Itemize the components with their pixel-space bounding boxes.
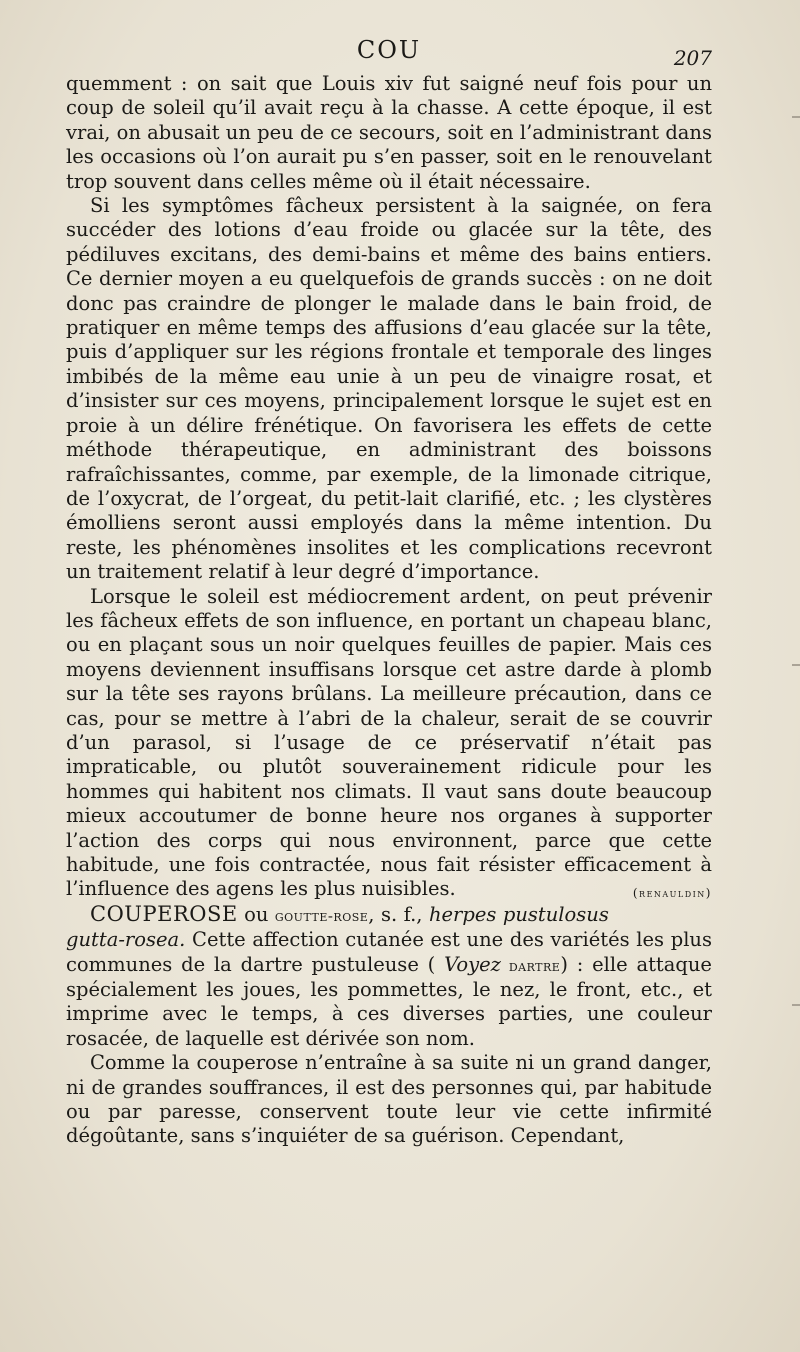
- entry-text-1: Cette affection cutanée est une des variétés les plus communes de la dartre pustuleuse (: [66, 928, 712, 976]
- entry-latin-name: herpes pustulosus gutta-rosea.: [66, 902, 609, 952]
- paragraph-final: Comme la couperose n’entraîne à sa suite ni un grand danger, ni de grandes souffrances, il est des personnes qui, par habitude ou par paresse, conservent toute leur vie cette infirmité dégoûtante, sans s’inquiéter de sa guérison. Cependant,: [66, 1051, 712, 1148]
- body-text: [66, 72, 712, 1149]
- entry-headword: COUPEROSE: [90, 901, 238, 926]
- page-number: 207: [673, 46, 712, 70]
- page-header: [66, 36, 712, 72]
- entry-voyez: Voyez: [444, 952, 501, 976]
- entry-alt-name: goutte-rose: [274, 906, 369, 925]
- margin-mark: [792, 116, 800, 118]
- running-head: COU: [356, 36, 422, 64]
- entry-cross-reference: dartre: [500, 956, 561, 975]
- margin-mark: [792, 664, 800, 666]
- paragraph-treatment: Si les symptômes fâcheux persistent à la saignée, on fera succéder des lotions d’eau froide ou glacée sur la tête, des pédiluves excitans, des demi-bains et même des bains entiers. Ce dernier moyen a eu quelquefois de grands succès : on ne doit donc pas craindre de plonger le malade dans le bain froid, de pratiquer en même temps des affusions d’eau glacée sur la tête, puis d’appliquer sur les régions frontale et temporale des linges imbibés de la même eau unie à un peu de vinaigre rosat, et d’insister sur ces moyens, principalement lorsque le sujet est en proie à un délire frénétique. On favorisera les effets de cette méthode thérapeutique, en administrant des boissons rafraîchissantes, comme, par exemple, de la limonade citrique, de l’oxycrat, de l’orgeat, du petit-lait clarifié, etc. ; les clystères émolliens seront aussi employés dans la même intention. Du reste, les phénomènes insolites et les complications recevront un traitement relatif à leur degré d’importance.: [66, 194, 712, 584]
- author-signature: (renauldin): [632, 886, 712, 901]
- paragraph-continuation: quemment : on sait que Louis xiv fut saigné neuf fois pour un coup de soleil qu’il avait reçu à la chasse. A cette époque, il est vrai, on abusait un peu de ce secours, soit en l’administrant dans les occasions où l’on aurait pu s’en passer, soit en le renouvelant trop souvent dans celles même où il était nécessaire.: [66, 72, 712, 193]
- entry-grammar: , s. f.,: [368, 902, 429, 926]
- paragraph-prevention: [66, 585, 712, 902]
- entry-text-2: ) : elle attaque spécialement les joues, les pommettes, le nez, le front, etc., et imprime avec le temps, à ces diverses parties, une couleur rosacée, de laquelle est dérivée son nom.: [66, 952, 712, 1050]
- entry-couperose: [66, 902, 712, 1051]
- paragraph-prevention-text: Lorsque le soleil est médiocrement ardent, on peut prévenir les fâcheux effets de son influence, en portant un chapeau blanc, ou en plaçant sous un noir quelques feuilles de papier. Mais ces moyens deviennent insuffisans lorsque cet astre darde à plomb sur la tête ses rayons brûlans. La meilleure précaution, dans ce cas, pour se mettre à l’abri de la chaleur, serait de se couvrir d’un parasol, si l’usage de ce préservatif n’était pas impraticable, ou plutôt souverainement ridicule pour les hommes qui habitent nos climats. Il vaut sans doute beaucoup mieux accoutumer de bonne heure nos organes à supporter l’action des corps qui nous environnent, parce que cette habitude, une fois contractée, nous fait résister efficacement à l’influence des agens les plus nuisibles.: [66, 584, 712, 901]
- margin-mark: [792, 1004, 800, 1006]
- entry-ou: ou: [237, 902, 275, 926]
